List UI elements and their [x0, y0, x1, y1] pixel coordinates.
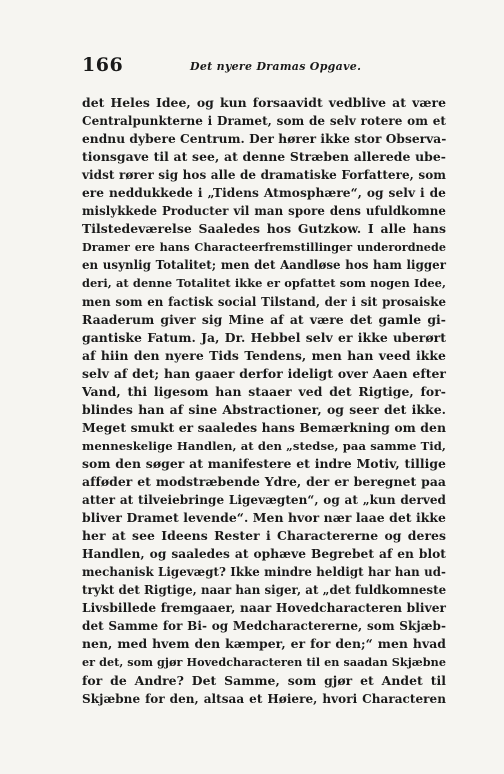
text-line: for de Andre? Det Samme, som gjør et Andet til [82, 672, 446, 688]
text-line: atter at tilveiebringe Ligevægten“, og at „kun derved [82, 493, 446, 508]
text-line: blindes han af sine Abstractioner, og seer det ikke. [82, 401, 446, 417]
text-line: selv af det; han gaaer derfor ideligt over Aaen efter [82, 365, 446, 381]
text-line: Livsbillede fremgaaer, naar Hovedcharacteren bliver [82, 601, 446, 616]
text-line: bliver Dramet levende“. Men hvor nær laae det ikke [82, 510, 446, 526]
text-line: Meget smukt er saaledes hans Bemærkning om den [82, 419, 446, 435]
text-line: det Heles Idee, og kun forsaavidt vedblive at være [82, 95, 446, 110]
text-line: Skjæbne for den, altsaa et Høiere, hvori Characteren [82, 691, 446, 706]
text-line: som den søger at manifestere et indre Motiv, tillige [82, 455, 446, 471]
text-line: mechanisk Ligevægt? Ikke mindre heldigt har han ud- [82, 565, 446, 580]
page-number: 166 [82, 54, 124, 76]
text-line: Centralpunkterne i Dramet, som de selv rotere om et [82, 114, 446, 129]
text-line: Dramer ere hans Characteerfremstillinger underordnede [82, 240, 446, 255]
body-text [82, 94, 446, 708]
text-line: men som en factisk social Tilstand, der i sit prosaiske [82, 294, 446, 309]
text-line: Vand, thi ligesom han staaer ved det Rigtige, for- [82, 383, 446, 399]
text-line: Tilstedeværelse Saaledes hos Gutzkow. I alle hans [82, 221, 446, 237]
text-line: ere neddukkede i „Tidens Atmosphære“, og selv i de [82, 186, 446, 201]
text-line: trykt det Rigtige, naar han siger, at „det fuldkomneste [82, 583, 447, 598]
text-line: en usynlig Totalitet; men det Aandløse hos ham ligger [82, 258, 446, 273]
text-line: deri, at denne Totalitet ikke er opfattet som nogen Idee, [82, 276, 446, 291]
faint-library-stamp [336, 740, 406, 748]
text-line: er det, som gjør Hovedcharacteren til en saadan Skjæbne [82, 655, 446, 670]
text-line: gantiske Fatum. Ja, Dr. Hebbel selv er ikke uberørt [82, 329, 446, 345]
running-head: Det nyere Dramas Opgave. [190, 60, 362, 73]
text-line: nen, med hvem den kæmper, er for den;“ men hvad [82, 636, 446, 652]
text-line: vidst rører sig hos alle de dramatiske Forfattere, som [82, 168, 446, 183]
text-line: af hiin den nyere Tids Tendens, men han veed ikke [82, 347, 446, 363]
text-line: endnu dybere Centrum. Der hører ikke stor Observa- [82, 132, 447, 147]
text-line: mislykkede Producter vil man spore dens ufuldkomne [82, 204, 446, 219]
text-line: Handlen, og saaledes at ophæve Begrebet af en blot [82, 547, 446, 562]
text-line: her at see Ideens Rester i Charactererne og deres [82, 528, 446, 544]
text-line: Raaderum giver sig Mine af at være det gamle gi- [82, 311, 446, 327]
text-line: det Samme for Bi- og Medcharactererne, som Skjæb- [82, 619, 446, 634]
page-header [82, 54, 446, 78]
text-line: menneskelige Handlen, at den „stedse, paa samme Tid, [82, 438, 446, 453]
text-line: tionsgave til at see, at denne Stræben allerede ube- [82, 149, 446, 165]
text-line: afføder et modstræbende Ydre, der er beregnet paa [82, 473, 446, 489]
